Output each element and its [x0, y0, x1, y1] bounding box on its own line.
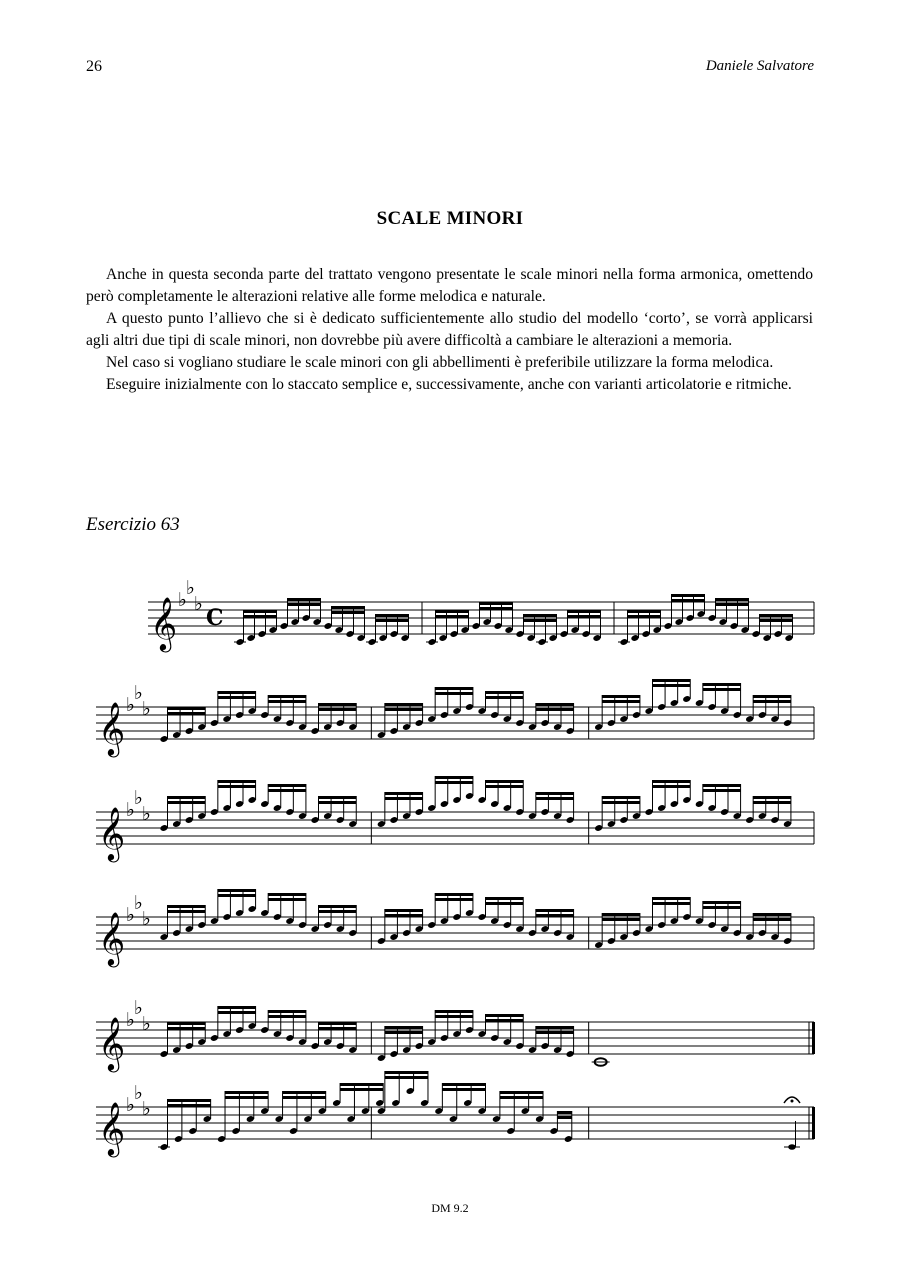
- beam: [486, 780, 524, 783]
- flat-icon: ♭: [142, 698, 151, 720]
- beam: [435, 776, 473, 779]
- beam: [653, 684, 691, 687]
- flat-icon: ♭: [142, 1013, 151, 1035]
- beam: [225, 1091, 268, 1094]
- beam: [168, 1099, 211, 1102]
- beam: [703, 789, 741, 792]
- beam: [435, 893, 473, 896]
- beam: [536, 1031, 574, 1034]
- beam: [385, 792, 423, 795]
- beam: [653, 902, 691, 905]
- beam: [168, 801, 206, 804]
- beam: [486, 1014, 524, 1017]
- beam: [168, 707, 206, 710]
- beam: [557, 1116, 571, 1119]
- final-bar-line: [812, 1107, 815, 1139]
- beam: [602, 801, 640, 804]
- beam: [435, 687, 473, 690]
- beam: [536, 909, 574, 912]
- beam: [436, 615, 469, 618]
- beam: [753, 796, 791, 799]
- beam: [435, 1015, 473, 1018]
- flat-icon: ♭: [126, 799, 135, 821]
- beam: [672, 594, 705, 597]
- flat-icon: ♭: [126, 1094, 135, 1116]
- beam: [319, 1022, 357, 1025]
- beam: [716, 603, 749, 606]
- beam: [536, 1026, 574, 1029]
- beam: [486, 1019, 524, 1022]
- paragraph: Nel caso si vogliano studiare le scale minori con gli abbellimenti è preferibile utilizzare la forma melodica.: [106, 354, 774, 371]
- beam: [753, 918, 791, 921]
- beam: [672, 599, 705, 602]
- beam: [500, 1096, 543, 1099]
- exercise-title: Esercizio 63: [86, 514, 180, 535]
- beam: [557, 1111, 571, 1114]
- beam: [602, 796, 640, 799]
- beam: [319, 801, 357, 804]
- beam: [218, 696, 256, 699]
- beam: [760, 619, 793, 622]
- beam: [385, 797, 423, 800]
- treble-clef-icon: 𝄞: [98, 806, 126, 860]
- footer-code: DM 9.2: [431, 1201, 469, 1215]
- beam: [340, 1083, 383, 1086]
- beam: [385, 909, 423, 912]
- author-name: Daniele Salvatore: [705, 58, 814, 74]
- beam: [268, 789, 306, 792]
- beam: [168, 796, 206, 799]
- beam: [486, 902, 524, 905]
- beam: [168, 1022, 206, 1025]
- paragraph: A questo punto l’allievo che si è dedicato sufficientemente allo studio del modello ‘corto’, se vorrà applicarsi agli altri due tipi di scale minori, non dovrebbe più avere difficoltà a cambiare le alterazioni a memoria.: [86, 310, 813, 349]
- paragraph: Anche in questa seconda parte del trattato vengono presentate le scale minori nella forma armonica, omettendo però completamente le alterazioni relative alle forme melodica e naturale.: [86, 266, 813, 305]
- beam: [703, 683, 741, 686]
- beam: [480, 602, 513, 605]
- beam: [376, 614, 409, 617]
- beam: [283, 1096, 326, 1099]
- beam: [340, 1088, 383, 1091]
- beam: [385, 1076, 428, 1079]
- beam: [486, 696, 524, 699]
- beam: [218, 785, 256, 788]
- beam: [385, 914, 423, 917]
- beam: [376, 619, 409, 622]
- beam: [288, 598, 321, 601]
- beam: [653, 897, 691, 900]
- beam: [753, 695, 791, 698]
- beam: [500, 1091, 543, 1094]
- beam: [168, 1104, 211, 1107]
- page-title: SCALE MINORI: [376, 208, 524, 229]
- beam: [716, 598, 749, 601]
- beam: [385, 708, 423, 711]
- beam: [218, 1011, 256, 1014]
- beam: [653, 780, 691, 783]
- beam: [218, 691, 256, 694]
- treble-clef-icon: 𝄞: [150, 596, 178, 650]
- beam: [442, 1083, 485, 1086]
- beam: [568, 615, 601, 618]
- beam: [218, 1006, 256, 1009]
- beam: [486, 897, 524, 900]
- beam: [319, 708, 357, 711]
- beam: [703, 688, 741, 691]
- treble-clef-icon: 𝄞: [98, 701, 126, 755]
- beam: [218, 889, 256, 892]
- beam: [536, 708, 574, 711]
- flat-icon: ♭: [134, 892, 143, 914]
- beam: [268, 695, 306, 698]
- beam: [628, 615, 661, 618]
- beam: [442, 1088, 485, 1091]
- beam: [602, 695, 640, 698]
- treble-clef-icon: 𝄞: [98, 911, 126, 965]
- beam: [332, 606, 365, 609]
- treble-clef-icon: 𝄞: [98, 1101, 126, 1155]
- flat-icon: ♭: [142, 803, 151, 825]
- beam: [486, 691, 524, 694]
- flat-icon: ♭: [178, 589, 187, 611]
- beam: [703, 906, 741, 909]
- beam: [703, 784, 741, 787]
- beam: [524, 614, 557, 617]
- flat-icon: ♭: [186, 577, 195, 599]
- flat-icon: ♭: [134, 682, 143, 704]
- beam: [244, 610, 277, 613]
- beam: [283, 1091, 326, 1094]
- flat-icon: ♭: [194, 593, 203, 615]
- beam: [435, 1010, 473, 1013]
- beam: [536, 792, 574, 795]
- beam: [385, 703, 423, 706]
- paragraph: Eseguire inizialmente con lo staccato semplice e, successivamente, anche con varianti articolatorie e ritmiche.: [106, 376, 792, 393]
- beam: [536, 914, 574, 917]
- beam: [602, 918, 640, 921]
- flat-icon: ♭: [126, 694, 135, 716]
- flat-icon: ♭: [142, 1098, 151, 1120]
- beam: [536, 797, 574, 800]
- beam: [435, 781, 473, 784]
- beam: [568, 610, 601, 613]
- flat-icon: ♭: [142, 908, 151, 930]
- beam: [760, 614, 793, 617]
- beam: [436, 610, 469, 613]
- beam: [653, 785, 691, 788]
- beam: [602, 913, 640, 916]
- beam: [319, 1027, 357, 1030]
- treble-clef-icon: 𝄞: [98, 1016, 126, 1070]
- beam: [268, 898, 306, 901]
- beam: [268, 784, 306, 787]
- flat-icon: ♭: [134, 787, 143, 809]
- flat-icon: ♭: [134, 997, 143, 1019]
- beam: [288, 603, 321, 606]
- beam: [268, 700, 306, 703]
- beam: [168, 712, 206, 715]
- beam: [385, 1031, 423, 1034]
- beam: [244, 615, 277, 618]
- beam: [753, 700, 791, 703]
- beam: [628, 610, 661, 613]
- beam: [319, 703, 357, 706]
- flat-icon: ♭: [134, 1082, 143, 1104]
- beam: [168, 1027, 206, 1030]
- flat-icon: ♭: [126, 1009, 135, 1031]
- beam: [268, 1015, 306, 1018]
- beam: [319, 905, 357, 908]
- beam: [536, 703, 574, 706]
- beam: [753, 913, 791, 916]
- beam: [435, 898, 473, 901]
- beam: [225, 1096, 268, 1099]
- time-signature: C: [206, 605, 224, 631]
- beam: [268, 1010, 306, 1013]
- beam: [385, 1071, 428, 1074]
- beam: [703, 901, 741, 904]
- beam: [753, 801, 791, 804]
- beam: [168, 910, 206, 913]
- beam: [385, 1026, 423, 1029]
- beam: [332, 611, 365, 614]
- final-bar-line: [812, 1022, 815, 1054]
- fermata-dot: [791, 1100, 794, 1103]
- beam: [218, 780, 256, 783]
- beam: [486, 785, 524, 788]
- beam: [268, 893, 306, 896]
- beam: [435, 692, 473, 695]
- beam: [319, 910, 357, 913]
- beam: [218, 894, 256, 897]
- beam: [168, 905, 206, 908]
- beam: [319, 796, 357, 799]
- beam: [602, 700, 640, 703]
- beam: [524, 619, 557, 622]
- page-number: 26: [86, 58, 102, 75]
- flat-icon: ♭: [126, 904, 135, 926]
- beam: [480, 607, 513, 610]
- beam: [653, 679, 691, 682]
